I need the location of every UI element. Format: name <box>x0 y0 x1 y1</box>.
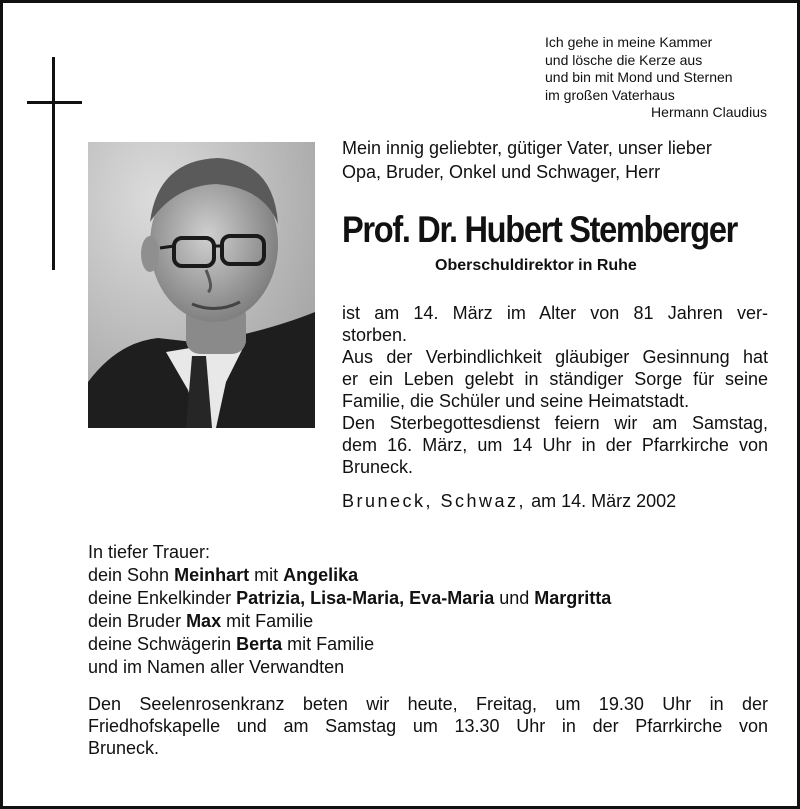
poem-line: und bin mit Mond und Sternen <box>545 69 733 85</box>
mourner-row: dein Sohn Meinhart mit Angelika <box>88 565 359 585</box>
portrait-image <box>88 142 315 428</box>
poem-author: Hermann Claudius <box>651 104 767 120</box>
cross-horizontal-bar <box>27 101 82 104</box>
mourners-list <box>88 541 788 679</box>
poem <box>545 34 767 122</box>
rosary-line: Den Seelenrosenkranz beten wir heute, Freitag, um 19.30 Uhr in der <box>88 694 768 714</box>
body-line: Familie, die Schüler und seine Heimatstadt. <box>342 391 690 411</box>
body-line: storben. <box>342 325 408 345</box>
body-line: Bruneck. <box>342 457 414 477</box>
cross-vertical-bar <box>52 57 55 270</box>
notice-date: am 14. März 2002 <box>531 491 677 511</box>
intro-line: Opa, Bruder, Onkel und Schwager, Herr <box>342 162 661 182</box>
rosary-announcement <box>88 693 768 759</box>
place-names: Bruneck, Schwaz, <box>342 491 527 511</box>
deceased-name: Prof. Dr. Hubert Stemberger <box>342 209 737 250</box>
intro-line: Mein innig geliebter, gütiger Vater, unser lieber <box>342 138 712 158</box>
mourners-heading: In tiefer Trauer: <box>88 542 211 562</box>
body-line: er ein Leben gelebt in ständiger Sorge für seine <box>342 369 768 389</box>
intro-text <box>342 136 768 184</box>
body-line: ist am 14. März im Alter von 81 Jahren ver- <box>342 303 768 323</box>
mourner-row: dein Bruder Max mit Familie <box>88 611 314 631</box>
mourner-row: deine Schwägerin Berta mit Familie <box>88 634 375 654</box>
portrait-photo <box>88 142 315 428</box>
body-line: Aus der Verbindlichkeit gläubiger Gesinnung hat <box>342 347 768 367</box>
place-and-date <box>342 491 676 512</box>
rosary-line: Friedhofskapelle und am Samstag um 13.30 Uhr in der Pfarrkirche von <box>88 716 768 736</box>
body-line: dem 16. März, um 14 Uhr in der Pfarrkirche von <box>342 435 768 455</box>
mourner-row: deine Enkelkinder Patrizia, Lisa-Maria, Eva-Maria und Margritta <box>88 588 612 608</box>
rosary-line: Bruneck. <box>88 738 160 758</box>
poem-line: im großen Vaterhaus <box>545 86 675 103</box>
body-line: Den Sterbegottesdienst feiern wir am Samstag, <box>342 413 768 433</box>
poem-line: und lösche die Kerze aus <box>545 51 703 68</box>
mourner-row: und im Namen aller Verwandten <box>88 657 345 677</box>
deceased-title: Oberschuldirektor in Ruhe <box>435 257 637 274</box>
notice-body <box>342 302 768 478</box>
poem-line: Ich gehe in meine Kammer <box>545 34 713 50</box>
